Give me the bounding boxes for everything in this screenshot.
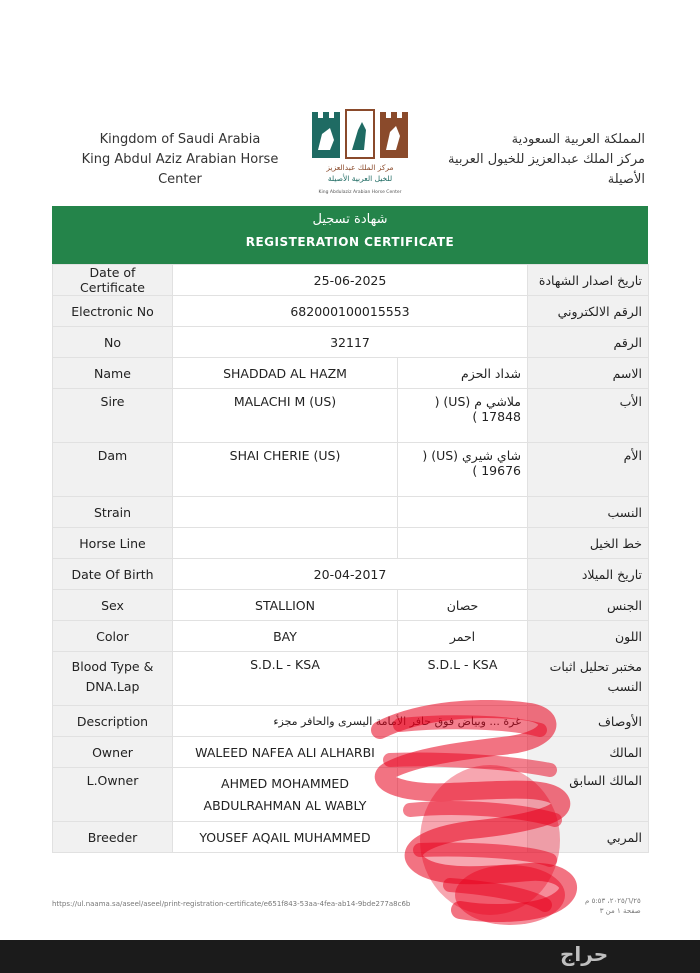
row-strain [53, 497, 649, 528]
value-ar: شداد الحزم [398, 358, 528, 389]
value-en [173, 528, 398, 559]
label-ar: الأم [528, 443, 649, 497]
value-en: SHAI CHERIE (US) [173, 443, 398, 497]
label-ar: خط الخيل [528, 528, 649, 559]
label-en: Horse Line [53, 528, 173, 559]
value: 32117 [173, 327, 528, 358]
label-en: Strain [53, 497, 173, 528]
value-en: WALEED NAFEA ALI ALHARBI [173, 737, 398, 768]
header-right-line1: المملكة العربية السعودية [511, 132, 645, 147]
row-horse-line [53, 528, 649, 559]
value-en: SHADDAD AL HAZM [173, 358, 398, 389]
value-en: YOUSEF AQAIL MUHAMMED [173, 822, 398, 853]
label-ar: المالك [528, 737, 649, 768]
banner-title-en: REGISTERATION CERTIFICATE [245, 235, 455, 249]
label-en: Name [53, 358, 173, 389]
row-electronic-no [53, 296, 649, 327]
logo-en: King Abdulaziz Arabian Horse Center [318, 190, 402, 195]
label-ar: الأب [528, 389, 649, 443]
footer-page: صفحة ١ من ٣ [599, 907, 641, 915]
header-left [60, 130, 300, 190]
label-ar: اللون [528, 621, 649, 652]
value-en [173, 497, 398, 528]
value-en: S.D.L - KSA [173, 652, 398, 706]
label-en: L.Owner [53, 768, 173, 822]
label-en: Sire [53, 389, 173, 443]
row-date-of-certificate [53, 265, 649, 296]
header-left-line2: King Abdul Aziz Arabian Horse Center [81, 152, 279, 187]
label-en: Breeder [53, 822, 173, 853]
value-ar: حصان [398, 590, 528, 621]
header-left-line1: Kingdom of Saudi Arabia [99, 132, 261, 147]
label-en: Color [53, 621, 173, 652]
label-ar: تاريخ اصدار الشهادة [528, 265, 649, 296]
value-line2: ABDULRAHMAN AL WABLY [203, 798, 367, 813]
value-ar [398, 497, 528, 528]
label-ar: مختبر تحليل اثبات النسب [528, 652, 649, 706]
header-right-line2: مركز الملك عبدالعزيز للخيول العربية الأصيلة [448, 152, 645, 187]
label-ar: الأوصاف [528, 706, 649, 737]
logo-ar-line2: للخيل العربية الأصيلة [327, 174, 393, 183]
row-sire [53, 389, 649, 443]
footer-date: ٢٠٢٥/٦/٢٥، ٥:٥٣ م [585, 897, 641, 905]
center-logo [300, 100, 420, 205]
label-ar: المالك السابق [528, 768, 649, 822]
value: غرة ... وبياض فوق حافر الأمامة اليسرى والحافر مجزء [173, 706, 528, 737]
row-blood-type [53, 652, 649, 706]
row-no [53, 327, 649, 358]
haraj-watermark: حراج [560, 942, 609, 966]
value-en: STALLION [173, 590, 398, 621]
row-color [53, 621, 649, 652]
certificate-banner [52, 206, 648, 264]
value-ar: احمر [398, 621, 528, 652]
value-en: MALACHI M (US) [173, 389, 398, 443]
value-line1: AHMED MOHAMMED [221, 776, 349, 791]
label-en: Dam [53, 443, 173, 497]
label-ar: تاريخ الميلاد [528, 559, 649, 590]
label-ar: الاسم [528, 358, 649, 389]
value-ar: S.D.L - KSA [398, 652, 528, 706]
value-ar: ملاشي م (US) ( 17848 ) [398, 389, 528, 443]
header-right [420, 130, 645, 190]
label-ar: النسب [528, 497, 649, 528]
value: 20-04-2017 [173, 559, 528, 590]
footer-url: https://ul.naama.sa/aseel/aseel/print-registration-certificate/e651f843-53aa-4fea-ab14-9bde277a8c6b [52, 900, 411, 908]
label-en: Owner [53, 737, 173, 768]
row-date-of-birth [53, 559, 649, 590]
row-dam [53, 443, 649, 497]
label-en: Electronic No [53, 296, 173, 327]
label-en: Sex [53, 590, 173, 621]
value-en: BAY [173, 621, 398, 652]
value: 682000100015553 [173, 296, 528, 327]
label-ar: الجنس [528, 590, 649, 621]
label-ar: الرقم الالكتروني [528, 296, 649, 327]
value-ar: شاي شيري (US) ( 19676 ) [398, 443, 528, 497]
logo-ar-line1: مركز الملك عبدالعزيز [326, 163, 394, 172]
label-en: Blood Type & DNA.Lap [53, 652, 173, 706]
red-redaction-scribble [360, 700, 620, 940]
label-en: No [53, 327, 173, 358]
label-ar: المربي [528, 822, 649, 853]
label-en: Date Of Birth [53, 559, 173, 590]
row-name [53, 358, 649, 389]
label-en: Description [53, 706, 173, 737]
label-en: Date of Certificate [53, 265, 173, 296]
value-ar [398, 528, 528, 559]
value: 25-06-2025 [173, 265, 528, 296]
label-ar: الرقم [528, 327, 649, 358]
banner-title-ar: شهادة تسجيل [312, 212, 388, 227]
row-sex [53, 590, 649, 621]
